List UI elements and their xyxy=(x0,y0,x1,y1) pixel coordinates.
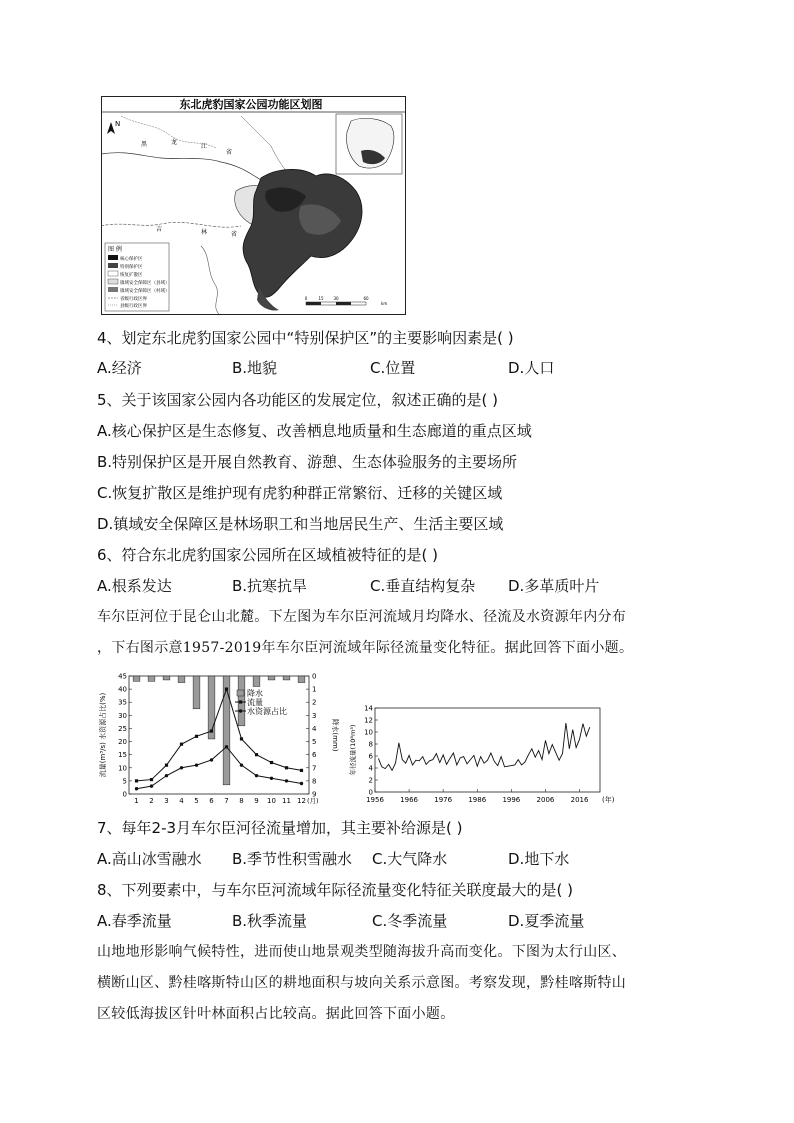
svg-text:60: 60 xyxy=(363,296,369,301)
q7-option-c[interactable]: C.大气降水 xyxy=(372,850,448,868)
q5-option-c[interactable]: C.恢复扩散区是维护现有虎豹种群正常繁衍、迁移的关键区域 xyxy=(97,484,503,502)
map-legend xyxy=(105,243,170,311)
svg-text:县级行政区界: 县级行政区界 xyxy=(120,304,147,309)
svg-text:镇域安全保障区（县域）: 镇域安全保障区（县域） xyxy=(120,281,170,286)
q5-option-a[interactable]: A.核心保护区是生态修复、改善栖息地质量和生态廊道的重点区域 xyxy=(97,422,532,440)
precip-bar xyxy=(193,676,200,709)
plot-frame xyxy=(375,708,600,792)
precip-bar xyxy=(223,676,230,785)
flow-point xyxy=(210,729,213,732)
y-tick-label: 45 xyxy=(118,672,127,681)
q4-option-a[interactable]: A.经济 xyxy=(97,359,142,377)
q4-option-b[interactable]: B.地貌 xyxy=(232,359,278,377)
y2-tick-label: 4 xyxy=(312,724,317,733)
svg-text:30: 30 xyxy=(333,296,339,301)
q7-option-d[interactable]: D.地下水 xyxy=(508,850,570,868)
flow-point xyxy=(285,766,288,769)
region-label: 吉 xyxy=(156,226,163,233)
svg-text:0: 0 xyxy=(304,296,308,301)
q6-option-d[interactable]: D.多革质叶片 xyxy=(508,577,600,595)
x-tick-label: 1956 xyxy=(366,796,384,804)
intro-paragraph-line: ，下右图示意1957-2019年车尔臣河流域年际径流量变化特征。据此回答下面小题。 xyxy=(97,640,634,656)
x-tick-label: 11 xyxy=(282,797,291,805)
x-tick-label: 12 xyxy=(297,797,306,805)
q8-option-b[interactable]: B.秋季流量 xyxy=(232,912,308,930)
flow-point xyxy=(225,688,228,691)
share-point xyxy=(300,782,303,785)
y-tick-label: 35 xyxy=(118,698,127,707)
q4-option-c[interactable]: C.位置 xyxy=(370,359,416,377)
q6-option-b[interactable]: B.抗寒抗旱 xyxy=(232,577,308,595)
q7-option-a[interactable]: A.高山冰雪融水 xyxy=(97,850,202,868)
y-tick-label: 0 xyxy=(368,788,373,797)
q8-option-a[interactable]: A.春季流量 xyxy=(97,912,172,930)
y2-tick-label: 6 xyxy=(312,751,317,760)
y2-tick-label: 3 xyxy=(312,711,317,720)
flow-point xyxy=(255,753,258,756)
region-label: 省 xyxy=(226,149,233,156)
y2-tick-label: 9 xyxy=(312,790,317,799)
precip-bar xyxy=(163,676,170,680)
flow-point xyxy=(180,743,183,746)
flow-point xyxy=(165,764,168,767)
x-axis-label: (年) xyxy=(602,796,615,804)
y-tick-label: 0 xyxy=(122,790,127,799)
flow-point xyxy=(150,778,153,781)
legend-marker-flow xyxy=(239,700,242,703)
precip-bar xyxy=(148,676,155,681)
share-point xyxy=(165,774,168,777)
map-title: 东北虎豹国家公园功能区划图 xyxy=(179,98,323,111)
region-label: 黑 xyxy=(141,141,148,148)
region-label: 省 xyxy=(231,231,238,238)
question-6-stem: 6、符合东北虎豹国家公园所在区域植被特征的是( ) xyxy=(97,546,439,564)
svg-text:核心保护区: 核心保护区 xyxy=(120,257,143,262)
monthly-climate-chart xyxy=(97,670,342,810)
x-tick-label: 1966 xyxy=(400,796,419,804)
share-point xyxy=(240,763,243,766)
y-tick-label: 5 xyxy=(122,777,127,786)
y2-tick-label: 7 xyxy=(312,764,317,773)
region-label: 林 xyxy=(201,229,208,236)
y-tick-label: 30 xyxy=(118,711,127,720)
runoff-line xyxy=(378,723,589,770)
precip-bar xyxy=(298,676,305,683)
region-label: 龙 xyxy=(171,139,178,146)
precip-bar xyxy=(133,676,140,681)
legend-label: 流量 xyxy=(247,698,263,707)
intro-paragraph-line: 横断山区、黔桂喀斯特山区的耕地面积与坡向关系示意图。考察发现，黔桂喀斯特山 xyxy=(97,975,627,991)
svg-text:省级行政区界: 省级行政区界 xyxy=(120,297,147,302)
x-tick-label: 8 xyxy=(239,797,244,805)
legend-label: 降水 xyxy=(247,689,263,698)
svg-text:15: 15 xyxy=(318,296,324,301)
x-tick-label: 10 xyxy=(267,797,276,805)
q6-option-c[interactable]: C.垂直结构复杂 xyxy=(370,577,476,595)
plot-frame xyxy=(129,676,309,794)
svg-text:镇域安全保障区（村域）: 镇域安全保障区（村域） xyxy=(120,289,170,294)
precip-bar xyxy=(268,676,275,680)
share-point xyxy=(180,766,183,769)
y-tick-label: 8 xyxy=(368,740,373,749)
x-tick-label: 2 xyxy=(149,797,154,805)
flow-line xyxy=(137,689,302,781)
x-tick-label: 1976 xyxy=(434,796,453,804)
x-tick-label: 1 xyxy=(134,797,139,805)
share-point xyxy=(225,745,228,748)
y-tick-label: 4 xyxy=(368,764,373,773)
share-point xyxy=(255,774,258,777)
question-8-stem: 8、下列要素中，与车尔臣河流域年际径流量变化特征关联度最大的是( ) xyxy=(97,881,574,899)
y-tick-label: 12 xyxy=(364,716,373,725)
y2-tick-label: 1 xyxy=(312,685,317,694)
y-tick-label: 20 xyxy=(118,738,127,747)
q6-option-a[interactable]: A.根系发达 xyxy=(97,577,172,595)
question-7-stem: 7、每年2-3月车尔臣河径流量增加，其主要补给源是( ) xyxy=(97,819,463,837)
share-point xyxy=(150,784,153,787)
share-line xyxy=(137,747,302,789)
x-tick-label: 2006 xyxy=(536,796,555,804)
y-tick-label: 14 xyxy=(364,704,373,713)
svg-text:特别保护区: 特别保护区 xyxy=(120,265,143,270)
legend-label: 水资源占比 xyxy=(247,707,287,716)
x-tick-label: 6 xyxy=(209,797,214,805)
precip-bar xyxy=(178,676,185,683)
flow-point xyxy=(135,779,138,782)
park-function-map xyxy=(101,96,406,315)
x-tick-label: 5 xyxy=(194,797,199,805)
question-4-stem: 4、划定东北虎豹国家公园中“特别保护区”的主要影响因素是( ) xyxy=(97,329,514,347)
x-tick-label: 2016 xyxy=(570,796,589,804)
y2-tick-label: 2 xyxy=(312,698,317,707)
y2-tick-label: 8 xyxy=(312,777,317,786)
svg-text:N: N xyxy=(115,120,121,128)
intro-paragraph-line: 区较低海拔区针叶林面积占比较高。据此回答下面小题。 xyxy=(97,1006,455,1022)
x-tick-label: 1986 xyxy=(468,796,487,804)
question-5-stem: 5、关于该国家公园内各功能区的发展定位，叙述正确的是( ) xyxy=(97,391,499,409)
y-tick-label: 6 xyxy=(368,752,373,761)
inset-map xyxy=(336,114,402,174)
q5-option-b[interactable]: B.特别保护区是开展自然教育、游憩、生态体验服务的主要场所 xyxy=(97,453,518,471)
legend-marker-share xyxy=(239,709,242,712)
q8-option-c[interactable]: C.冬季流量 xyxy=(372,912,448,930)
x-tick-label: 3 xyxy=(164,797,169,805)
svg-text:图 例: 图 例 xyxy=(108,246,122,253)
y-axis-label: 流量(m³/s) 水资源占比(%) xyxy=(99,692,107,778)
y2-axis-label: 降水(mm) xyxy=(331,718,339,752)
y-tick-label: 40 xyxy=(118,685,127,694)
y2-tick-label: 5 xyxy=(312,738,317,747)
share-point xyxy=(195,763,198,766)
x-axis-label: (月) xyxy=(307,797,319,805)
y-axis-label: 年径流量(10⁸m³) xyxy=(349,724,357,776)
intro-paragraph-line: 山地地形影响气候特性，进而使山地景观类型随海拔升高而变化。下图为太行山区、 xyxy=(97,944,627,960)
flow-point xyxy=(270,761,273,764)
y-tick-label: 2 xyxy=(368,776,373,785)
svg-text:km: km xyxy=(381,301,388,306)
intro-paragraph-line: 车尔臣河位于昆仑山北麓。下左图为车尔臣河流域月均降水、径流及水资源年内分布 xyxy=(97,609,627,625)
share-point xyxy=(270,777,273,780)
precip-bar xyxy=(283,676,290,680)
y-tick-label: 10 xyxy=(364,728,373,737)
q8-option-d[interactable]: D.夏季流量 xyxy=(508,912,585,930)
precip-bar xyxy=(253,676,260,686)
y-tick-label: 15 xyxy=(118,751,127,760)
x-tick-label: 7 xyxy=(224,797,229,805)
y-tick-label: 10 xyxy=(118,764,127,773)
y-tick-label: 25 xyxy=(118,724,127,733)
x-tick-label: 9 xyxy=(254,797,259,805)
svg-text:恢复扩散区: 恢复扩散区 xyxy=(120,273,143,278)
q7-option-b[interactable]: B.季节性积雪融水 xyxy=(232,850,353,868)
q4-option-d[interactable]: D.人口 xyxy=(508,359,555,377)
flow-point xyxy=(240,737,243,740)
q5-option-d[interactable]: D.镇域安全保障区是林场职工和当地居民生产、生活主要区域 xyxy=(97,515,504,533)
share-point xyxy=(285,779,288,782)
x-tick-label: 4 xyxy=(179,797,184,805)
flow-point xyxy=(300,769,303,772)
region-label: 江 xyxy=(201,143,208,150)
share-point xyxy=(210,758,213,761)
annual-runoff-chart xyxy=(345,700,615,810)
y2-tick-label: 0 xyxy=(312,672,317,681)
x-tick-label: 1996 xyxy=(502,796,521,804)
share-point xyxy=(135,787,138,790)
flow-point xyxy=(195,735,198,738)
legend-swatch-precip xyxy=(237,690,244,696)
